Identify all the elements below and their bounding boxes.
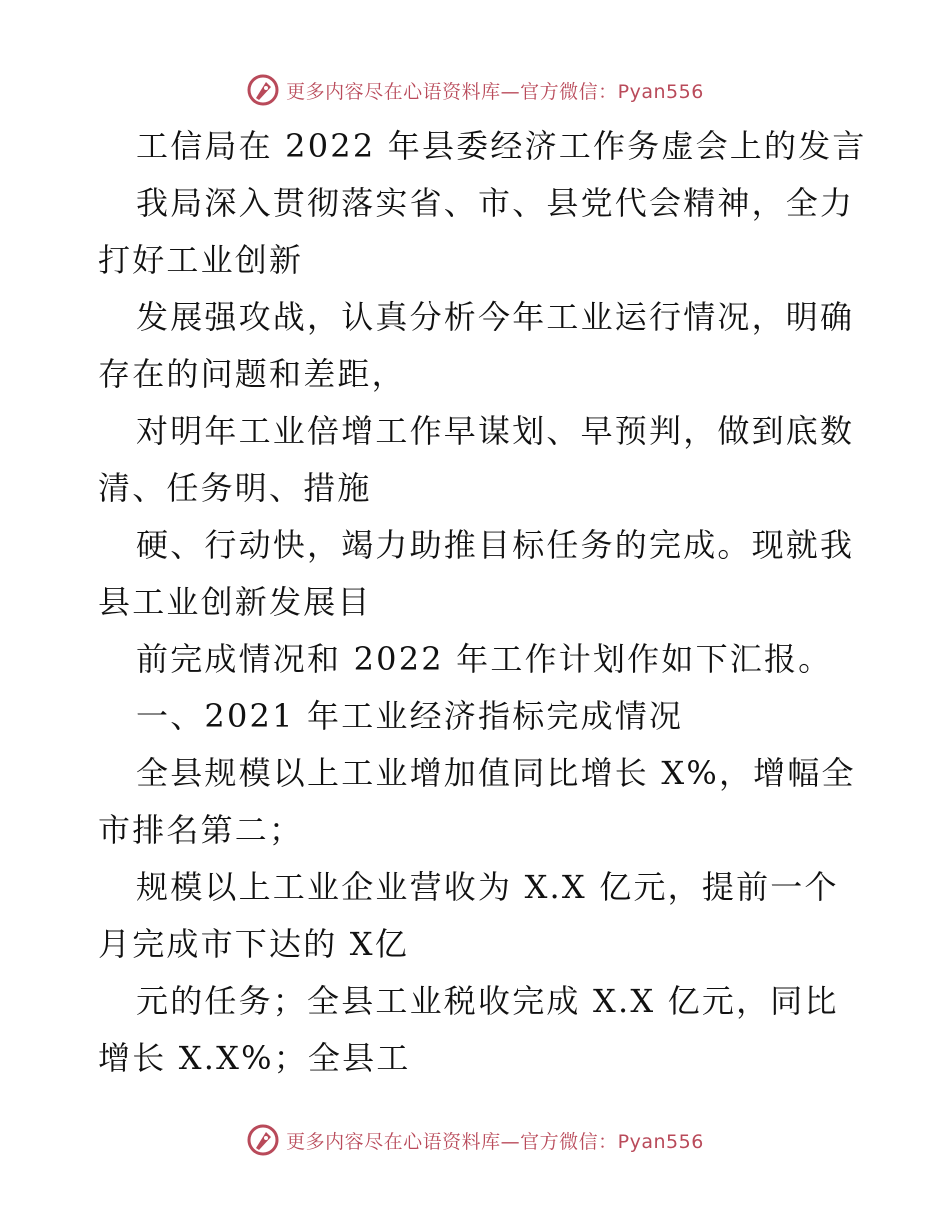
paragraph: 硬、行动快，竭力助推目标任务的完成。现就我县工业创新发展目: [98, 526, 855, 621]
paragraph: 全县规模以上工业增加值同比增长 X%，增幅全市排名第二；: [98, 754, 856, 849]
document-title: 工信局在 2022 年县委经济工作务虚会上的发言: [136, 127, 867, 165]
pen-nib-logo-icon: [246, 73, 280, 107]
footer-banner: [0, 1120, 950, 1160]
paragraph: 对明年工业倍增工作早谋划、早预判，做到底数清、任务明、措施: [98, 412, 855, 507]
banner-text: 更多内容尽在心语资料库—官方微信：Pyan556: [286, 1130, 704, 1153]
paragraph: 发展强攻战，认真分析今年工业运行情况，明确存在的问题和差距，: [98, 298, 855, 393]
pen-nib-logo-icon: [246, 1123, 280, 1157]
document-body: [98, 118, 868, 1087]
paragraph: 前完成情况和 2022 年工作计划作如下汇报。: [136, 640, 833, 678]
section-heading: 一、2021 年工业经济指标完成情况: [136, 697, 684, 735]
paragraph: 元的任务；全县工业税收完成 X.X 亿元，同比增长 X.X%；全县工: [98, 982, 839, 1077]
paragraph: 我局深入贯彻落实省、市、县党代会精神，全力打好工业创新: [98, 184, 855, 279]
banner-text: 更多内容尽在心语资料库—官方微信：Pyan556: [286, 80, 704, 103]
paragraph: 规模以上工业企业营收为 X.X 亿元，提前一个月完成市下达的 X亿: [98, 868, 839, 963]
header-banner: [0, 70, 950, 110]
